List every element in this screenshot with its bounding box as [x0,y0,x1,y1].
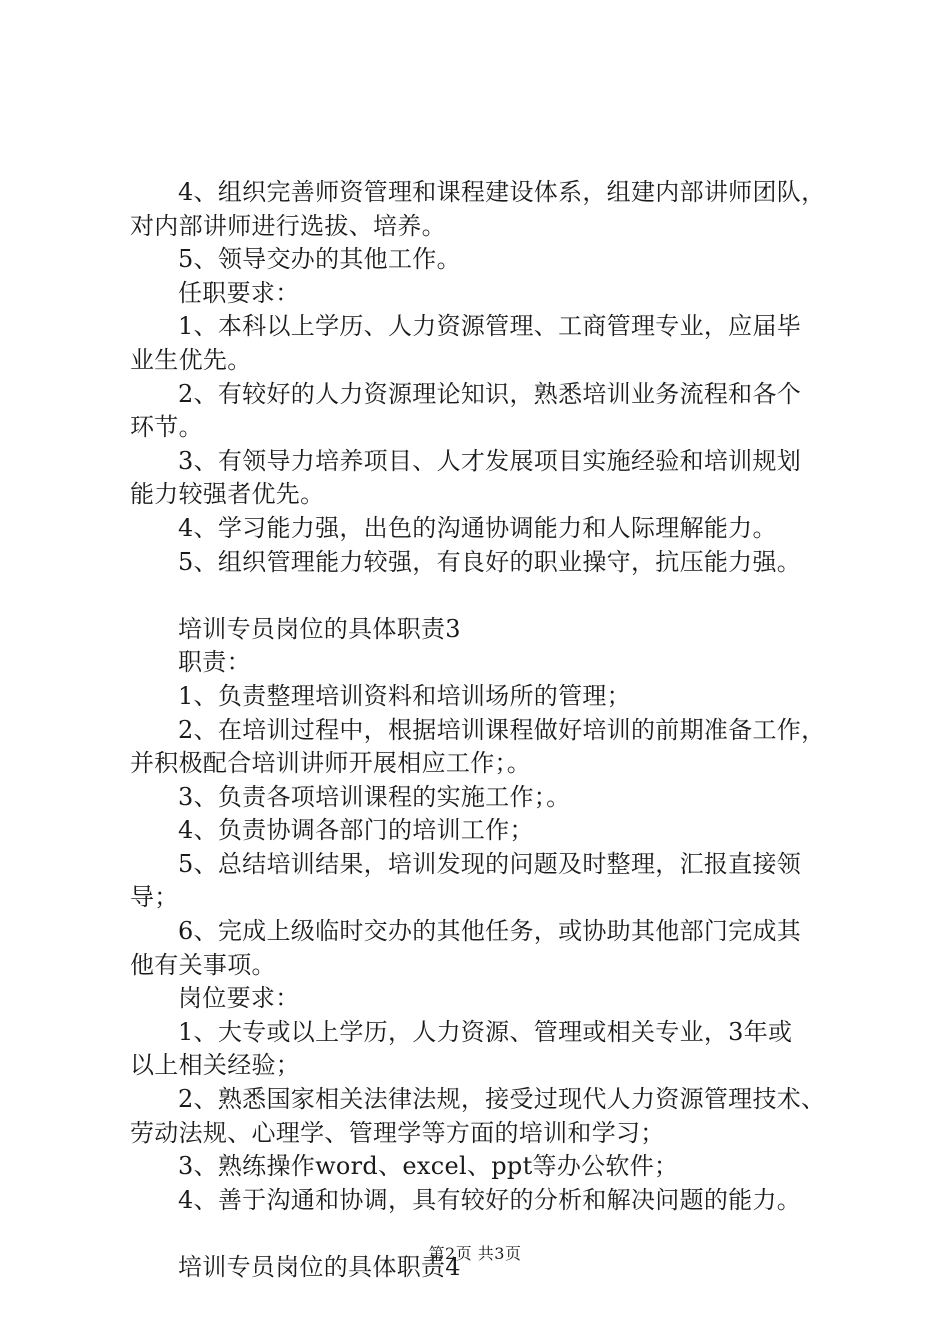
document-line: 3、负责各项培训课程的实施工作；。 [178,782,571,811]
document-line: 5、总结培训结果，培训发现的问题及时整理，汇报直接领 [178,849,802,878]
document-line: 对内部讲师进行选拔、培养。 [130,211,446,240]
document-line: 环节。 [130,413,203,442]
document-line: 4、善于沟通和协调，具有较好的分析和解决问题的能力。 [178,1185,802,1214]
document-line: 能力较强者优先。 [130,480,325,509]
document-body [130,176,850,1285]
blank-line [130,579,850,613]
document-line: 2、有较好的人力资源理论知识，熟悉培训业务流程和各个 [178,379,802,408]
document-line: 3、熟练操作word、excel、ppt等办公软件； [178,1152,679,1181]
document-line: 2、在培训过程中，根据培训课程做好培训的前期准备工作， [178,715,826,744]
document-line: 2、熟悉国家相关法律法规，接受过现代人力资源管理技术、 [178,1085,826,1114]
document-line: 1、大专或以上学历，人力资源、管理或相关专业，3年或 [178,1017,793,1046]
document-line: 培训专员岗位的具体职责3 [178,614,461,643]
document-line: 6、完成上级临时交办的其他任务，或协助其他部门完成其 [178,917,802,946]
document-line: 任职要求： [178,278,300,307]
document-line: 以上相关经验； [130,1051,301,1080]
page-footer: 第2页 共3页 [428,1244,522,1263]
document-line: 5、组织管理能力较强，有良好的职业操守，抗压能力强。 [178,547,802,576]
document-line: 1、本科以上学历、人力资源管理、工商管理专业，应届毕 [178,312,802,341]
document-line: 劳动法规、心理学、管理学等方面的培训和学习； [130,1118,665,1147]
document-line: 他有关事项。 [130,950,276,979]
document-line: 5、领导交办的其他工作。 [178,245,461,274]
document-line: 导； [130,883,179,912]
document-line: 3、有领导力培养项目、人才发展项目实施经验和培训规划 [178,446,802,475]
document-line: 1、负责整理培训资料和培训场所的管理； [178,681,631,710]
document-line: 岗位要求： [178,984,300,1013]
document-line: 4、组织完善师资管理和课程建设体系，组建内部讲师团队， [178,178,826,206]
document-line: 职责： [178,648,251,677]
document-line: 业生优先。 [130,345,252,374]
document-line: 4、负责协调各部门的培训工作； [178,816,534,845]
document-line: 并积极配合培训讲师开展相应工作；。 [130,749,532,778]
document-line: 4、学习能力强，出色的沟通协调能力和人际理解能力。 [178,513,777,542]
document-line: 培训专员岗位的具体职责4 [178,1253,461,1281]
